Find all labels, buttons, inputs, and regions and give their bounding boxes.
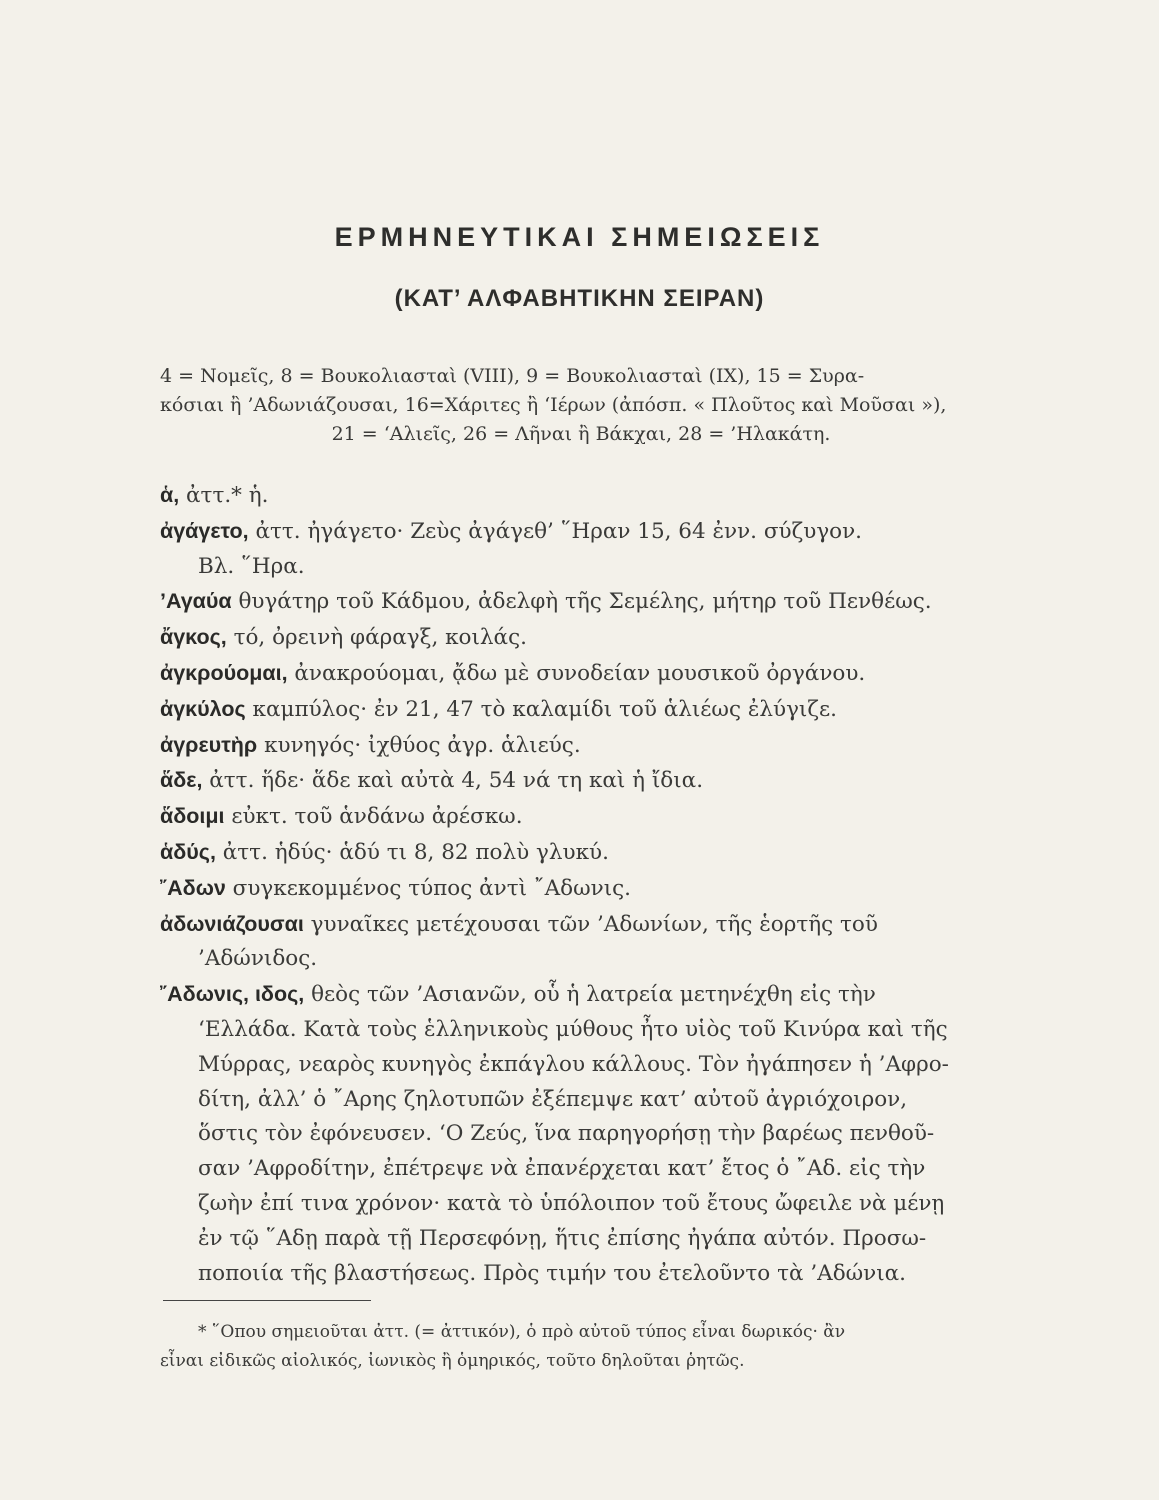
entry-headword: ῎Αδωνις, ιδος, xyxy=(160,982,305,1007)
entry-text: ζωὴν ἐπί τινα χρόνον· κατὰ τὸ ὑπόλοιπον τοῦ ἔτους ὤφειλε νὰ μένῃ xyxy=(198,1190,945,1216)
entry-text: Μύρρας, νεαρὸς κυνηγὸς ἐκπάγλου κάλλους. Τὸν ἠγάπησεν ἡ ’Αφρο- xyxy=(198,1051,949,1077)
entry-line xyxy=(160,550,1002,585)
entry-headword: ἁ, xyxy=(160,483,180,507)
entry-text: σαν ’Αφροδίτην, ἐπέτρεψε νὰ ἐπανέρχεται κατ’ ἔτος ὁ ῎Αδ. εἰς τὴν xyxy=(198,1156,926,1182)
entry-line xyxy=(160,763,1002,799)
entry-line xyxy=(160,799,1002,835)
page-subtitle: (ΚΑΤ’ ΑΛΦΑΒΗΤΙΚΗΝ ΣΕΙΡΑΝ) xyxy=(394,285,765,312)
entry-headword: ἀδωνιάζουσαι xyxy=(160,911,304,936)
intro-key xyxy=(160,362,1002,449)
entry-line xyxy=(160,584,1002,620)
glossary-entry xyxy=(160,478,1002,514)
entry-headword: ἅδοιμι xyxy=(160,804,225,829)
footnote xyxy=(160,1318,1010,1376)
intro-line: 4 = Νομεῖς, 8 = Βουκολιασταὶ (VIII), 9 = Βουκολιασταὶ (IX), 15 = Συρα- xyxy=(160,365,865,387)
entry-line xyxy=(160,1152,1002,1187)
entry-text: ’Αδώνιδος. xyxy=(198,946,318,972)
entry-headword: ἁδύς, xyxy=(160,839,216,864)
entry-text: ποποιία τῆς βλαστήσεως. Πρὸς τιμήν του ἐτελοῦντο τὰ ’Αδώνια. xyxy=(198,1260,907,1286)
entry-line xyxy=(160,1257,1002,1292)
entry-text: δίτη, ἀλλ’ ὁ ῎Αρης ζηλοτυπῶν ἐξέπεμψε κατ’ αὐτοῦ ἀγριόχοιρον, xyxy=(198,1086,908,1112)
entry-text: θυγάτηρ τοῦ Κάδμου, ἀδελφὴ τῆς Σεμέλης, μήτηρ τοῦ Πενθέως. xyxy=(231,589,932,615)
glossary-entry xyxy=(160,620,1002,656)
entry-text: Βλ. ῞Ηρα. xyxy=(198,553,305,579)
glossary-entry xyxy=(160,871,1002,907)
footnote-line: εἶναι εἰδικῶς αἰολικός, ἰωνικὸς ἢ ὁμηρικός, τοῦτο δηλοῦται ῥητῶς. xyxy=(160,1351,745,1371)
entry-line xyxy=(160,907,1002,943)
entry-headword: ῎Αδων xyxy=(160,875,226,900)
entry-line xyxy=(160,871,1002,907)
entry-line xyxy=(160,514,1002,550)
entry-text: ἐν τῷ ῞Αδῃ παρὰ τῇ Περσεφόνῃ, ἥτις ἐπίσης ἠγάπα αὐτόν. Προσω- xyxy=(198,1225,927,1251)
entry-line xyxy=(160,977,1002,1013)
entry-line xyxy=(160,478,1002,514)
footnote-line: * ῞Οπου σημειοῦται ἀττ. (= ἀττικόν), ὁ πρὸ αὐτοῦ τύπος εἶναι δωρικός· ἂν xyxy=(198,1322,846,1342)
entry-text: ὅστις τὸν ἐφόνευσεν. ‘Ο Ζεύς, ἵνα παρηγορήσῃ τὴν βαρέως πενθοῦ- xyxy=(198,1121,935,1147)
entry-text: καμπύλος· ἐν 21, 47 τὸ καλαμίδι τοῦ ἁλιέως ἐλύγιζε. xyxy=(245,696,837,722)
entry-text: συγκεκομμένος τύπος ἀντὶ ῎Αδωνις. xyxy=(225,875,631,901)
glossary-entry xyxy=(160,977,1002,1291)
glossary-entries xyxy=(160,478,1002,1291)
entry-headword: ’Αγαύα xyxy=(160,589,232,614)
entry-line xyxy=(160,1222,1002,1257)
glossary-entry xyxy=(160,763,1002,799)
footnote-rule xyxy=(163,1300,371,1301)
entry-line xyxy=(160,835,1002,871)
entry-headword: ἄγκος, xyxy=(160,625,227,650)
glossary-entry xyxy=(160,692,1002,728)
entry-line xyxy=(160,656,1002,692)
glossary-entry xyxy=(160,728,1002,764)
entry-line xyxy=(160,1083,1002,1118)
entry-line xyxy=(160,1013,1002,1048)
glossary-entry xyxy=(160,835,1002,871)
entry-text: τό, ὀρεινὴ φάραγξ, κοιλάς. xyxy=(226,625,527,651)
entry-line xyxy=(160,1117,1002,1152)
entry-text: ἀττ. ἥδε· ἅδε καὶ αὐτὰ 4, 54 νά τη καὶ ἡ ἴδια. xyxy=(202,768,704,794)
glossary-entry xyxy=(160,907,1002,978)
entry-headword: ἀγκύλος xyxy=(160,696,246,721)
entry-text: ἀττ. ἠγάγετο· Ζεὺς ἀγάγεθ’ ῞Ηραν 15, 64 ἐνν. σύζυγον. xyxy=(248,518,863,544)
entry-text: εὐκτ. τοῦ ἁνδάνω ἀρέσκω. xyxy=(224,804,523,830)
entry-headword: ἅδε, xyxy=(160,768,203,793)
intro-line: 21 = ‘Αλιεῖς, 26 = Λῆναι ἢ Βάκχαι, 28 = ’Ηλακάτη. xyxy=(331,423,831,445)
entry-line xyxy=(160,728,1002,764)
glossary-entry xyxy=(160,656,1002,692)
entry-text: ἀττ.* ἡ. xyxy=(179,483,269,508)
entry-line xyxy=(160,1187,1002,1222)
glossary-entry xyxy=(160,514,1002,585)
entry-text: θεὸς τῶν ’Ασιανῶν, οὗ ἡ λατρεία μετηνέχθη εἰς τὴν xyxy=(304,982,876,1008)
glossary-entry xyxy=(160,584,1002,620)
entry-line xyxy=(160,1048,1002,1083)
entry-line xyxy=(160,692,1002,728)
page-title: ΕΡΜΗΝΕΥΤΙΚΑΙ ΣΗΜΕΙΩΣΕΙΣ xyxy=(334,222,825,252)
glossary-entry xyxy=(160,799,1002,835)
entry-headword: ἀγάγετο, xyxy=(160,518,249,543)
entry-text: κυνηγός· ἰχθύος ἀγρ. ἁλιεύς. xyxy=(257,732,581,758)
entry-headword: ἀγκρούομαι, xyxy=(160,660,288,685)
entry-text: ‘Ελλάδα. Κατὰ τοὺς ἑλληνικοὺς μύθους ἦτο υἱὸς τοῦ Κινύρα καὶ τῆς xyxy=(198,1016,948,1042)
entry-line xyxy=(160,620,1002,656)
entry-headword: ἀγρευτὴρ xyxy=(160,732,258,757)
entry-text: γυναῖκες μετέχουσαι τῶν ’Αδωνίων, τῆς ἑορτῆς τοῦ xyxy=(303,911,878,937)
entry-text: ἀττ. ἡδύς· ἁδύ τι 8, 82 πολὺ γλυκύ. xyxy=(215,839,609,865)
entry-line xyxy=(160,942,1002,977)
entry-text: ἀνακρούομαι, ᾄδω μὲ συνοδείαν μουσικοῦ ὀργάνου. xyxy=(287,660,866,686)
intro-line: κόσιαι ἢ ’Αδωνιάζουσαι, 16=Χάριτες ἢ ‘Ιέρων (ἀπόσπ. « Πλοῦτος καὶ Μοῦσαι »), xyxy=(160,394,947,416)
